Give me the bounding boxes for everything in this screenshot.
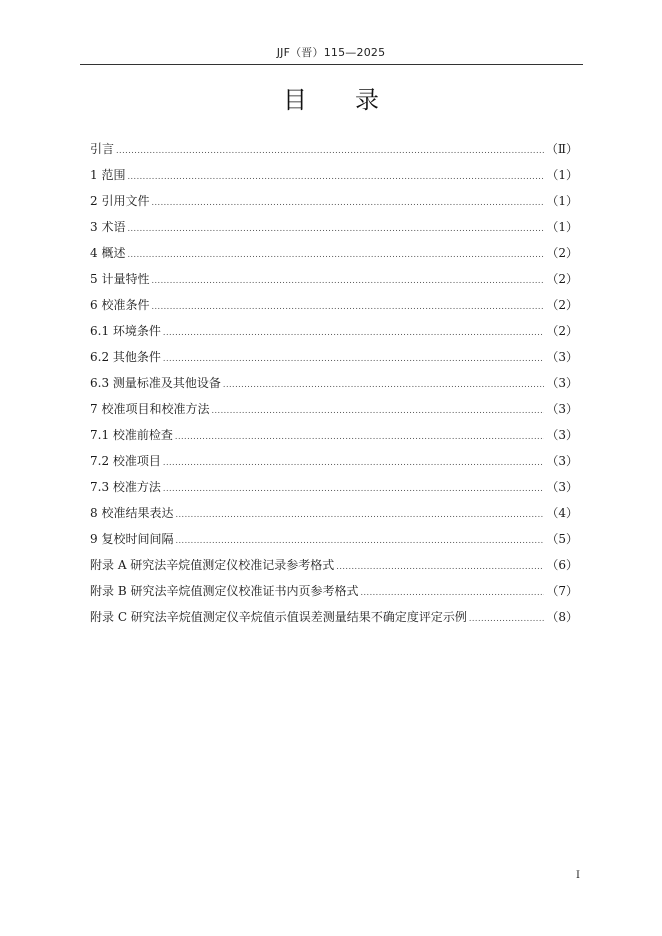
toc-entry[interactable]: [90, 269, 578, 295]
table-of-contents: [90, 139, 578, 633]
toc-leader-dots: [336, 557, 544, 577]
toc-entry-page: （3）: [546, 350, 578, 364]
toc-entry-label: 附录 B 研究法辛烷值测定仪校准证书内页参考格式: [90, 584, 359, 598]
document-code-header: JJF（晋）115—2025: [276, 46, 386, 59]
toc-entry-label: 7.2 校准项目: [90, 454, 161, 468]
toc-leader-dots: [127, 219, 544, 239]
toc-entry-label: 8 校准结果表达: [90, 506, 174, 520]
toc-entry[interactable]: [90, 295, 578, 321]
toc-entry-page: （3）: [546, 376, 578, 390]
toc-entry-page: （3）: [546, 454, 578, 468]
toc-entry-label: 3 术语: [90, 220, 126, 234]
toc-entry-label: 6.1 环境条件: [90, 324, 161, 338]
toc-entry-page: （1）: [546, 194, 578, 208]
toc-entry[interactable]: [90, 165, 578, 191]
toc-entry-page: （8）: [546, 610, 578, 624]
toc-leader-dots: [151, 193, 544, 213]
toc-entry[interactable]: [90, 347, 578, 373]
toc-leader-dots: [151, 271, 544, 291]
toc-entry-page: （7）: [546, 584, 578, 598]
toc-entry-label: 9 复校时间间隔: [90, 532, 174, 546]
toc-leader-dots: [175, 531, 544, 551]
toc-entry-label: 引言: [90, 142, 115, 156]
toc-entry-page: （Ⅱ）: [545, 142, 578, 156]
toc-entry-label: 5 计量特性: [90, 272, 150, 286]
toc-entry-page: （5）: [546, 532, 578, 546]
toc-entry[interactable]: [90, 581, 578, 607]
toc-entry[interactable]: [90, 321, 578, 347]
toc-leader-dots: [163, 453, 544, 473]
toc-entry-page: （2）: [546, 324, 578, 338]
toc-entry[interactable]: [90, 243, 578, 269]
toc-entry-label: 6 校准条件: [90, 298, 150, 312]
toc-entry-label: 附录 C 研究法辛烷值测定仪辛烷值示值误差测量结果不确定度评定示例: [90, 610, 467, 624]
toc-entry[interactable]: [90, 139, 578, 165]
toc-entry[interactable]: [90, 451, 578, 477]
toc-leader-dots: [175, 427, 544, 447]
toc-leader-dots: [127, 167, 544, 187]
toc-entry-label: 6.3 测量标准及其他设备: [90, 376, 221, 390]
toc-entry-page: （1）: [546, 220, 578, 234]
toc-entry-label: 附录 A 研究法辛烷值测定仪校准记录参考格式: [90, 558, 335, 572]
toc-entry[interactable]: [90, 529, 578, 555]
toc-entry-label: 7 校准项目和校准方法: [90, 402, 210, 416]
toc-entry[interactable]: [90, 191, 578, 217]
toc-entry[interactable]: [90, 373, 578, 399]
toc-entry[interactable]: [90, 217, 578, 243]
toc-entry-label: 7.1 校准前检查: [90, 428, 173, 442]
toc-leader-dots: [211, 401, 544, 421]
toc-leader-dots: [127, 245, 544, 265]
toc-entry-label: 6.2 其他条件: [90, 350, 161, 364]
toc-leader-dots: [360, 583, 544, 603]
toc-entry-page: （2）: [546, 298, 578, 312]
toc-entry[interactable]: [90, 425, 578, 451]
toc-entry-page: （4）: [546, 506, 578, 520]
toc-entry-page: （3）: [546, 402, 578, 416]
toc-entry[interactable]: [90, 607, 578, 633]
toc-leader-dots: [469, 609, 545, 629]
toc-entry[interactable]: [90, 399, 578, 425]
toc-title: 目录: [283, 86, 427, 114]
toc-entry-label: 7.3 校准方法: [90, 480, 161, 494]
header-divider: [80, 64, 583, 65]
toc-entry-page: （3）: [546, 428, 578, 442]
toc-leader-dots: [116, 141, 544, 161]
toc-leader-dots: [151, 297, 544, 317]
toc-leader-dots: [163, 349, 544, 369]
toc-entry[interactable]: [90, 555, 578, 581]
toc-leader-dots: [223, 375, 544, 395]
toc-entry-page: （3）: [546, 480, 578, 494]
toc-entry-label: 2 引用文件: [90, 194, 150, 208]
toc-entry-page: （2）: [546, 246, 578, 260]
toc-entry[interactable]: [90, 477, 578, 503]
toc-leader-dots: [163, 323, 544, 343]
page-number: I: [576, 870, 580, 881]
toc-entry[interactable]: [90, 503, 578, 529]
toc-entry-page: （1）: [546, 168, 578, 182]
toc-leader-dots: [163, 479, 544, 499]
toc-entry-page: （2）: [546, 272, 578, 286]
toc-entry-page: （6）: [546, 558, 578, 572]
toc-entry-label: 4 概述: [90, 246, 126, 260]
toc-leader-dots: [175, 505, 544, 525]
toc-entry-label: 1 范围: [90, 168, 126, 182]
